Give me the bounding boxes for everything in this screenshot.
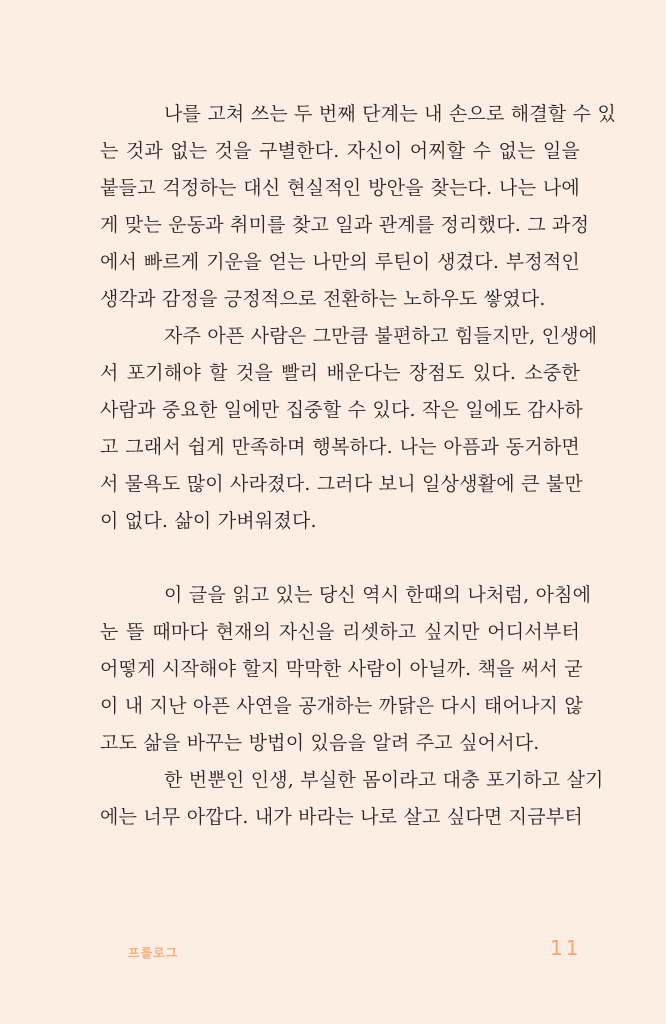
text-line: 사람과 중요한 일에만 집중할 수 있다. 작은 일에도 감사하 — [100, 399, 583, 421]
text-line: 고 그래서 쉽게 만족하며 행복하다. 나는 아픔과 동거하면 — [100, 436, 580, 458]
page-number: 11 — [550, 936, 582, 960]
page-body — [100, 96, 617, 836]
text-line: 나를 고쳐 쓰는 두 번째 단계는 내 손으로 해결할 수 있 — [164, 103, 617, 125]
text-line: 어떻게 시작해야 할지 막막한 사람이 아닐까. 책을 써서 굳 — [100, 658, 583, 680]
text-line: 이 글을 읽고 있는 당신 역시 한때의 나처럼, 아침에 — [164, 584, 592, 606]
text-line: 붙들고 걱정하는 대신 현실적인 방안을 찾는다. 나는 나에 — [100, 177, 580, 199]
text-line: 는 것과 없는 것을 구별한다. 자신이 어찌할 수 없는 일을 — [100, 140, 580, 162]
text-line: 게 맞는 운동과 취미를 찾고 일과 관계를 정리했다. 그 과정 — [100, 214, 590, 236]
text-line: 눈 뜰 때마다 현재의 자신을 리셋하고 싶지만 어디서부터 — [100, 621, 580, 643]
paragraph-1 — [100, 96, 617, 318]
text-line: 고도 삶을 바꾸는 방법이 있음을 알려 주고 싶어서다. — [100, 732, 540, 754]
text-line: 에는 너무 아깝다. 내가 바라는 나로 살고 싶다면 지금부터 — [100, 806, 583, 828]
paragraph-4 — [100, 762, 604, 836]
text-line: 서 포기해야 할 것을 빨리 배운다는 장점도 있다. 소중한 — [100, 362, 580, 384]
section-gap — [100, 540, 580, 577]
paragraph-2 — [100, 318, 598, 540]
text-line: 에서 빠르게 기운을 얻는 나만의 루틴이 생겼다. 부정적인 — [100, 251, 580, 273]
text-line: 한 번뿐인 인생, 부실한 몸이라고 대충 포기하고 살기 — [164, 769, 604, 791]
text-line: 자주 아픈 사람은 그만큼 불편하고 힘들지만, 인생에 — [164, 325, 598, 347]
paragraph-3 — [100, 577, 592, 762]
text-line: 서 물욕도 많이 사라졌다. 그러다 보니 일상생활에 큰 불만 — [100, 473, 583, 495]
text-line: 이 없다. 삶이 가벼워졌다. — [100, 510, 317, 532]
text-line: 생각과 감정을 긍정적으로 전환하는 노하우도 쌓였다. — [100, 288, 546, 310]
running-footer-section-title: 프롤로그 — [128, 946, 179, 960]
text-line: 이 내 지난 아픈 사연을 공개하는 까닭은 다시 태어나지 않 — [100, 695, 583, 717]
